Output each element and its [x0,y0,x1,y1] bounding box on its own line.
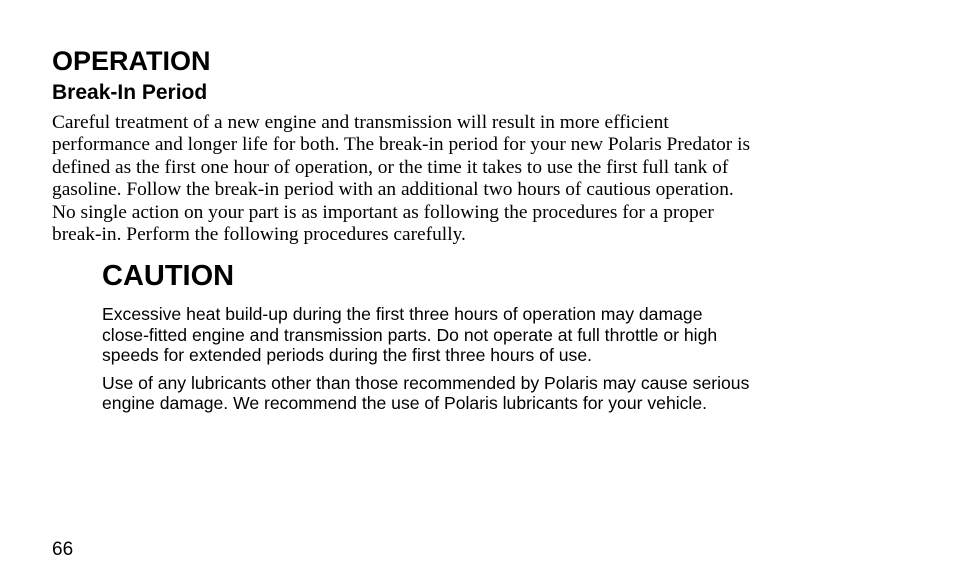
caution-paragraph-lubricants: Use of any lubricants other than those recommended by Polaris may cause serious engine damage. We recommend the use of Polaris lubricants for your vehicle. [102,372,750,414]
break-in-paragraph: Careful treatment of a new engine and transmission will result in more efficient performance and longer life for both. The break-in period for your new Polaris Predator is defined as the first one hour of operation, or the time it takes to use the first full tank of gasoline. Follow the break-in period with an additional two hours of cautious operation. No single action on your part is as important as following the procedures for a proper break-in. Perform the following procedures carefully. [52,112,751,246]
caution-paragraph-heat: Excessive heat build-up during the first three hours of operation may damage close-fitted engine and transmission parts. Do not operate at full throttle or high speeds for extended periods during the first three hours of use. [102,304,718,366]
subsection-title: Break-In Period [52,81,208,104]
page-number: 66 [52,539,74,560]
caution-title: CAUTION [102,260,235,292]
caution-block [102,258,902,414]
section-title: OPERATION [52,46,211,76]
